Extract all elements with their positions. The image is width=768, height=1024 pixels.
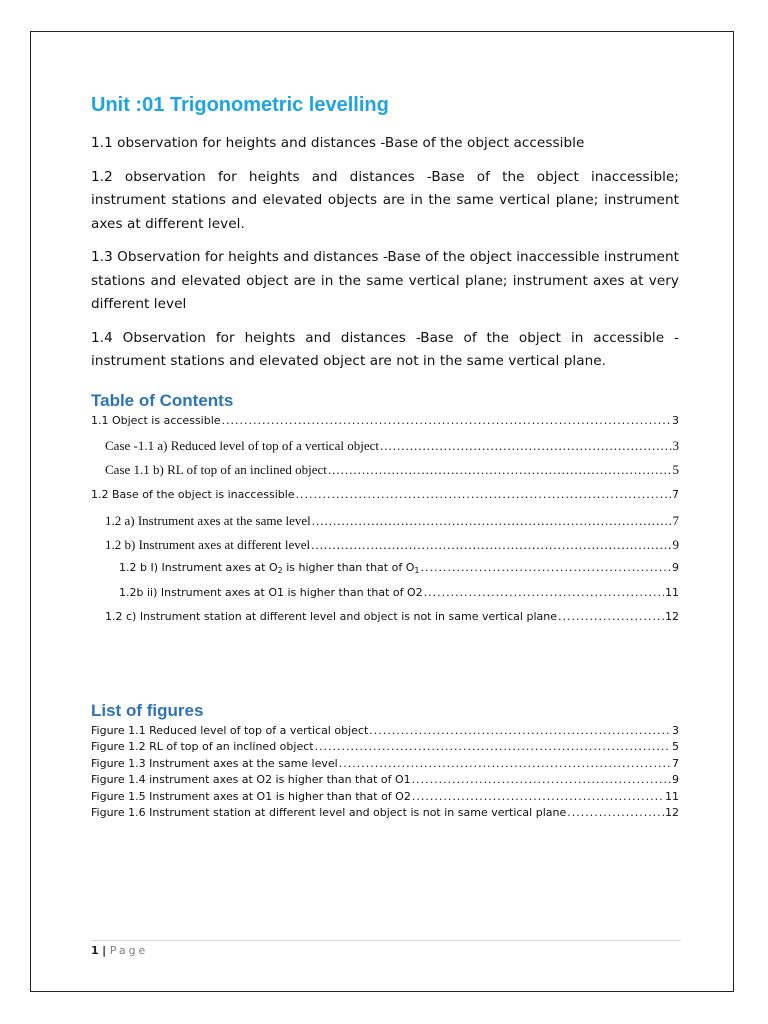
spacer (91, 634, 679, 700)
figure-entry-text: Figure 1.6 Instrument station at different level and object is not in same vertical plane (91, 806, 567, 819)
subscript: 1 (414, 565, 420, 575)
toc-entry-text: Case 1.1 b) RL of top of an inclined object (105, 461, 327, 477)
figure-entry-page: 5 (672, 740, 679, 753)
figure-entry[interactable] (91, 773, 679, 790)
toc-leader-dots (558, 610, 664, 623)
figure-entry-page: 3 (672, 723, 679, 737)
topic-paragraph: 1.1 observation for heights and distances -Base of the object accessible (91, 135, 585, 151)
toc-entry-text: 1.2 Base of the object is inaccessible (91, 487, 295, 501)
figure-entry-text: Figure 1.3 Instrument axes at the same level (91, 756, 338, 770)
toc-entry[interactable] (91, 537, 679, 561)
figure-entry-text: Figure 1.1 Reduced level of top of a vertical object (91, 723, 369, 737)
toc-entry[interactable] (91, 586, 679, 610)
toc-leader-dots (424, 586, 664, 599)
toc-leader-dots (311, 537, 671, 553)
figure-leader-dots (369, 724, 671, 737)
footer-separator: | (102, 944, 107, 957)
figure-leader-dots (315, 740, 671, 753)
toc-entry-page: 3 (672, 413, 679, 427)
toc-entry-text: 1.2 b) Instrument axes at different level (105, 536, 311, 552)
figure-leader-dots (567, 806, 664, 819)
page-content (91, 92, 679, 823)
list-of-figures (91, 724, 679, 823)
figure-leader-dots (412, 773, 671, 786)
toc-entry-page: 12 (665, 609, 679, 623)
toc-entry[interactable] (91, 610, 679, 634)
topic-paragraph: 1.2 observation for heights and distances -Base of the object inaccessible; instrument stations and elevated objects are in the same vertical plane; instrument axes at different level. (91, 168, 679, 232)
toc-entry[interactable] (91, 414, 679, 438)
figure-entry-page: 9 (672, 773, 679, 786)
toc-leader-dots (420, 561, 671, 574)
topic-paragraph: 1.4 Observation for heights and distances -Base of the object in accessible -instrument stations and elevated object are not in the same vertical plane. (91, 329, 679, 369)
unit-title: Unit :01 Trigonometric levelling (91, 94, 389, 116)
toc-entry-text: 1.2 c) Instrument station at different level and object is not in same vertical plane (105, 609, 557, 623)
page-footer (91, 940, 681, 957)
figure-entry[interactable] (91, 740, 679, 757)
figure-entry-page: 7 (672, 756, 679, 770)
page-number: 1 (91, 944, 99, 957)
toc-entry-text: Case -1.1 a) Reduced level of top of a vertical object (105, 437, 379, 453)
toc-entry[interactable] (91, 561, 679, 586)
toc-leader-dots (222, 414, 671, 427)
figure-entry-text: Figure 1.2 RL of top of an inclined object (91, 740, 314, 753)
toc-entry-page: 3 (672, 437, 679, 453)
toc-entry-text-part: is higher than that of O (282, 560, 415, 574)
toc-entry-page: 7 (672, 487, 679, 501)
figure-entry[interactable] (91, 806, 679, 823)
toc-heading: Table of Contents (91, 390, 234, 410)
figure-entry[interactable] (91, 724, 679, 741)
document-page (30, 31, 734, 992)
toc-leader-dots (312, 513, 672, 529)
toc-entry[interactable] (91, 462, 679, 488)
toc-entry-text-part: 1.2 b I) Instrument axes at O (119, 560, 278, 574)
toc-entry-text: 1.2 a) Instrument axes at the same level (105, 512, 311, 528)
toc-entry-page: 9 (672, 560, 679, 574)
toc-entry-page: 11 (665, 585, 679, 599)
toc-entry[interactable] (91, 488, 679, 513)
figure-entry-page: 11 (665, 789, 679, 803)
toc-leader-dots (296, 488, 671, 501)
figure-entry[interactable] (91, 757, 679, 774)
figure-leader-dots (339, 757, 671, 770)
toc-entry[interactable] (91, 513, 679, 537)
toc-entry-page: 7 (672, 512, 679, 528)
topic-paragraph: 1.3 Observation for heights and distances -Base of the object inaccessible instrument stations and elevated object are in the same vertical plane; instrument axes at very different level (91, 249, 679, 312)
figure-entry-page: 12 (665, 806, 679, 819)
figure-entry-text: Figure 1.4 instrument axes at O2 is higher than that of O1 (91, 773, 411, 786)
toc-leader-dots (380, 438, 672, 454)
page-word: Page (109, 944, 149, 957)
toc-entry-text (119, 561, 419, 574)
toc-entry-text: 1.2b ii) Instrument axes at O1 is higher than that of O2 (119, 585, 423, 599)
subscript: 2 (277, 565, 283, 575)
toc-leader-dots (328, 462, 672, 478)
toc-entry-page: 9 (672, 536, 679, 552)
figures-heading: List of figures (91, 700, 204, 720)
figure-entry-text: Figure 1.5 Instrument axes at O1 is higher than that of O2 (91, 789, 411, 803)
figure-leader-dots (412, 790, 664, 803)
figure-entry[interactable] (91, 790, 679, 807)
toc-entry[interactable] (91, 438, 679, 462)
toc-entry-text: 1.1 Object is accessible (91, 413, 221, 427)
toc-entry-page: 5 (672, 461, 679, 477)
table-of-contents (91, 414, 679, 634)
